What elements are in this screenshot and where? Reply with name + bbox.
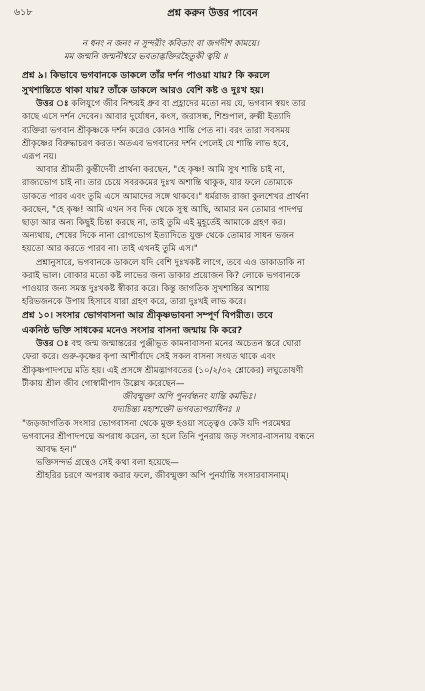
answer-9-line: কাছে এসে দর্শন দেবেন। আবার দুর্যোধন, কংস, জরাসন্ধ, শিশুপাল, রুক্মী ইত্যাদি: [22, 112, 291, 123]
question-10-label: প্রশ্ন ১০।: [22, 310, 54, 322]
answer-9-line: শ্রীকৃষ্ণের বিরুদ্ধাচরণ করত। অতএব ভগবানের দর্শন পেলেই যে শান্তি লাভ হবে,: [22, 138, 289, 149]
answer-10-line: ফেরা করে। গুরু-কৃষ্ণের কৃপা আশীর্বাদে সেই সকল বাসনা সংযত থাকে এবং: [22, 352, 276, 363]
kunti-line: রাজ্যভোগ চাই না। তার চেয়ে সবরকমের দুঃখ অশান্তি থাকুক, যার ফলে তোমাকে: [22, 178, 293, 189]
kunti-line: করছেন, "হে কৃষ্ণ! আমি এখন সব দিক থেকে সুস্থ আছি, আমার মন তোমার পাদপদ্ম: [22, 204, 303, 215]
kunti-line: আবার শ্রীমতী কুন্তীদেবী প্রার্থনা করছেন, "হে কৃষ্ণ! আমি সুখ শান্তি চাই না,: [36, 165, 286, 176]
translation-line: ভগবানের শ্রীপাদপদ্মে অপরাধ করেন, তা হলে তিনি পুনরায় জড় সংসার-বাসনায় বন্ধনে: [22, 431, 315, 442]
kunti-line: ছাড়া আর অন্য কিছুই চিন্তা করছে না, তাই তুমি এই মুহূর্তেই আমাকে গ্রহণ কর।: [22, 218, 286, 229]
answer-10-line: টীকায় শ্রীল জীব গোস্বামীপাদ উল্লেখ করেছেন—: [22, 378, 185, 389]
question-10-line: প্রশ্ন ১০। সংসার ভোগবাসনা আর শ্রীকৃষ্ণভাবনা সম্পূর্ণ বিপরীত। তবে: [22, 310, 273, 322]
kunti-line: হয়তো আর করতে পারব না। তাই এখনই তুমি এস।": [22, 244, 198, 255]
page-body: [22, 38, 410, 484]
answer-9-line: উত্তর ঃ কলিযুগে জীব নিশ্চয়ই ধ্রুব বা প্রহ্লাদের মতো নয় যে, ভগবান স্বয়ং তার: [36, 99, 306, 110]
translation-line: আবদ্ধ হন।": [36, 444, 77, 455]
answer-10-line: শ্রীকৃষ্ণপাদপদ্মে মতি হয়। এই প্রসঙ্গে শ্রীমদ্ভাগবতের (১০/২/৩২ শ্লোকের) লঘুতোষণী: [22, 365, 304, 376]
closing-line: শ্রীহরির চরণে অপরাধ করার ফলে, জীবন্মুক্তা অপি পুনর্যান্তি সংসারবাসনাম্।: [36, 471, 289, 482]
conclusion-line: করাই ভাল। বোকার মতো কষ্ট লাভের জন্য ডাকার প্রয়োজন কি? লোকে ভগবানকে: [22, 270, 301, 281]
verse-line: জীবন্মুক্তা অপি পুনর্বন্ধনং যান্তি কর্মভিঃ।: [122, 392, 256, 403]
conclusion-line: হরিভজনকে উপায় হিসাবে যারা গ্রহণ করে, তারা দুঃখই লাভ করে।: [22, 297, 247, 308]
conclusion-line: পাওয়ার জন্য সমস্ত দুঃখকষ্ট স্বীকার করে। কিন্তু জাগতিক সুখশান্তির আশায়: [22, 284, 270, 295]
question-9-line: প্রশ্ন ৯। কিভাবে ভগবানকে ডাকলে তাঁর দর্শন পাওয়া যায়? কি করলে: [22, 70, 270, 82]
question-9-line: সুখশান্তিতে থাকা যায়? তাঁকে ডাকলে আরও বেশি কষ্ট ও দুঃখ হয়।: [22, 84, 264, 96]
conclusion-line: প্রশ্নানুসারে, ভগবানকে ডাকলে যদি বেশি দুঃখকষ্ট লাগে, তবে এও ডাকাডাকি না: [36, 257, 305, 268]
translation-line: "জড়জাগতিক সংসার ভোগবাসনা থেকে মুক্ত হওয়া সত্ত্বেও কেউ যদি পরমেশ্বর: [22, 418, 291, 429]
running-title: প্রশ্ন করুন উত্তর পাবেন: [167, 8, 258, 19]
verse-line: ন ধনং ন জনং ন সুন্দরীং কবিতাং বা জগদীশ কাময়ে।: [82, 39, 260, 49]
closing-line: ভক্তিসন্দর্ভ গ্রন্থেও সেই কথা বলা হয়েছে—: [36, 458, 179, 469]
verse-line: মম জন্মনি জন্মনীশ্বরে ভবতাদ্ভক্তিরহৈতুকী ত্বয়ি ॥: [64, 52, 228, 63]
answer-9-label: উত্তর ঃ: [36, 99, 69, 110]
answer-10-line: উত্তর ঃ বহু জন্ম জন্মান্তরের পুঞ্জীভূত কামনাবাসনা মনের অচেতন স্তরে ঘোরা: [36, 339, 302, 350]
question-9-label: প্রশ্ন ৯।: [22, 70, 48, 82]
page-header: [0, 6, 425, 22]
kunti-line: ডাকতে পারব এবং তুমি এসে আমাদের সঙ্গে থাকবে।" ধর্মরাজ রাজা কুলশেখর প্রার্থনা: [22, 191, 309, 202]
kunti-line: অন্যথায়, শেষের দিকে নানা রোগভোগ ইত্যাদিতে যুক্ত থেকে তোমার সাধন ভজন: [22, 231, 295, 242]
answer-9-line: ব্যক্তিরা ভগবান শ্রীকৃষ্ণকে দর্শন করেও কোনও শান্তি পেত না। বরং তারা সবসময়: [22, 125, 291, 136]
answer-9-line: এরূপ নয়।: [22, 152, 57, 163]
question-10-line: একনিষ্ঠ ভক্তি সাধকের মনেও সংসার বাসনা জন্মায় কি করে?: [22, 324, 243, 336]
answer-10-label: উত্তর ঃ: [36, 339, 69, 350]
verse-line: যদ্যচিন্ত্য মহাশক্তৌ ভগবত্যপরাধিনঃ ॥: [112, 405, 240, 416]
page-number: ৬১৮: [14, 7, 33, 18]
